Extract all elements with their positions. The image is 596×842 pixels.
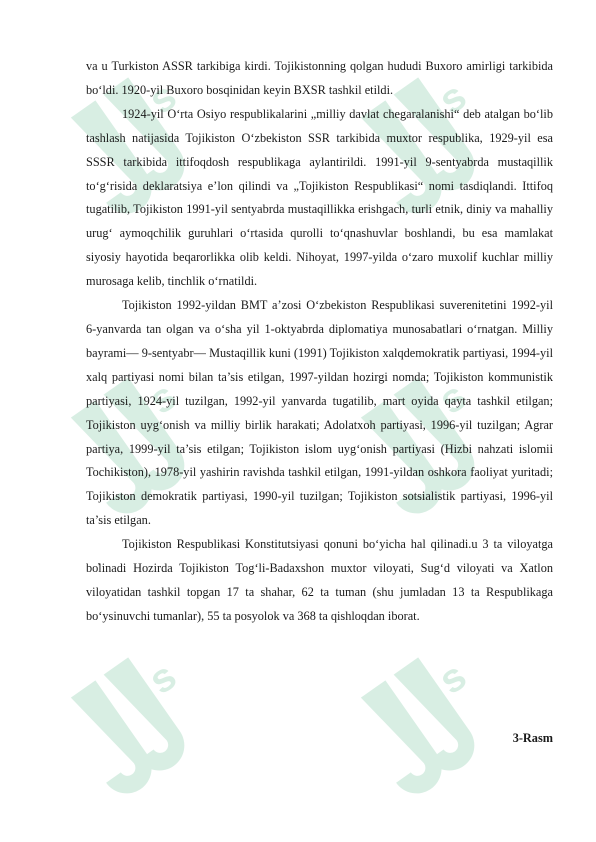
svg-text:s: s [430, 74, 475, 123]
paragraph-3: Tojikiston 1992-yildan BMT a’zosi O‘zbekiston Respublikasi suverenitetini 1992-yil 6-yanvarda tan olgan va o‘sha yil 1-oktyabrda diplomatiya munosabatlari o‘rnatgan. Milliy bayrami— 9-sentyabr— Mustaqillik kuni (1991) Tojikiston xalqdemokratik partiyasi, 1994-yil xalq partiyasi nomi bilan ta’sis etilgan, 1997-yildan hozirgi nomda; Tojikiston kommunistik partiyasi, 1924-yil tuzilgan, 1992-yil yanvarda tugatilib, mart oyida qayta tashkil etilgan; Tojikiston uyg‘onish va milliy birlik harakati; Adolatxoh partiyasi, 1996-yil tuzilgan; Agrar partiya, 1999-yil ta’sis etilgan; Tojikiston islom uyg‘onish partiyasi (Hizbi nahzati islomii Tochikiston), 1978-yil yashirin ravishda tashkil etilgan, 1991-yildan oshkora faoliyat yuritadi; Tojikiston demokratik partiyasi, 1990-yil tuzilgan; Tojikiston sotsialistik partiyasi, 1996-yil ta’sis etilgan. [86, 298, 553, 528]
figure-caption: 3-Rasm [512, 731, 553, 745]
paragraph-4: Tojikiston Respublikasi Konstitutsiyasi qonuni bo‘yicha hal qilinadi.u 3 ta viloyatga bo̕linadi Hozirda Tojikiston Tog‘li-Badaxshon muxtor viloyati, Sug‘d viloyati va Xatlon viloyatidan tashkil topgan 17 ta shahar, 62 ta tuman (shu jumladan 13 ta Respublikaga bo‘ysinuvchi tumanlar), 55 ta posyolok va 368 ta qishloqdan iborat. [86, 537, 553, 623]
paragraph-2: 1924-yil O‘rta Osiyo respublikalarini „milliy davlat chegaralanishi“ deb atalgan bo‘lib tashlash natijasida Tojikiston O‘zbekiston SSR tarkibida muxtor respublika, 1929-yil esa SSSR tarkibida ittifoqdosh respublikaga aylantirildi. 1991-yil 9-sentyabrda mustaqillik to‘g‘risida deklaratsiya e’lon qilindi va „Tojikiston Respublikasi“ nomi tasdiqlandi. Ittifoq tugatilib, Tojikiston 1991-yil sentyabrda mustaqillikka erishgach, turli etnik, diniy va mahalliy urug‘ aymoqchilik guruhlari o‘rtasida qurolli to‘qnashuvlar boshlandi, bu esa mamlakat siyosiy hayotida beqarorlikka olib keldi. Nihoyat, 1997-yilda o‘zaro muxolif kuchlar milliy murosaga kelib, tinchlik o‘rnatildi. [86, 106, 553, 289]
paragraph-1: va u Turkiston ASSR tarkibiga kirdi. Tojikistonning qolgan hududi Buxoro amirligi tarkibida bo‘ldi. 1920-yil Buxoro bosqinidan keyin BXSR tashkil etildi. [86, 59, 553, 97]
body-text [86, 55, 553, 629]
watermark-logo-icon [360, 640, 510, 810]
svg-text:s: s [430, 654, 475, 703]
svg-text:s: s [140, 74, 185, 123]
svg-text:s: s [140, 374, 185, 423]
svg-text:s: s [430, 374, 475, 423]
watermark-logo-icon [70, 640, 220, 810]
svg-text:s: s [140, 654, 185, 703]
